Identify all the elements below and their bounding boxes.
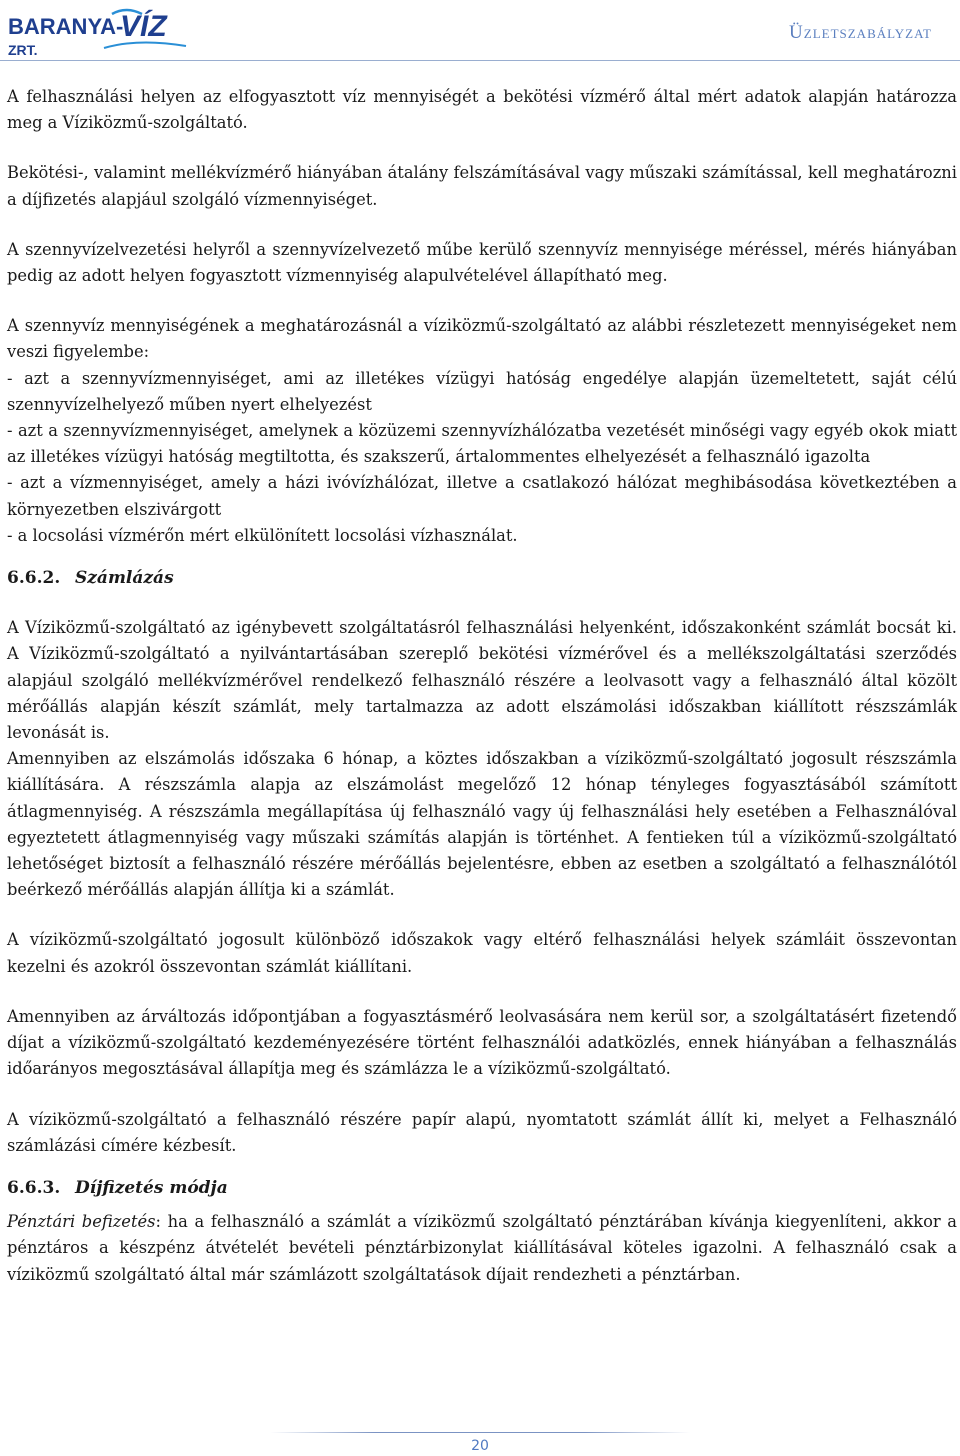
document-body bbox=[7, 84, 957, 1288]
svg-text:BARANYA-: BARANYA- bbox=[8, 14, 124, 39]
paragraph: A Víziközmű-szolgáltató az igénybevett szolgáltatásról felhasználási helyenként, időszakonként számlát bocsát ki. A Víziközmű-szolgáltató a nyilvántartásában szereplő bekötési vízmérővel és a mellékszolgáltatási szerződés alapjául szolgáló mellékvízmérővel rendelkező felhasználó részére a leolvasott vagy a felhasználó által közölt mérőállás alapján készít számlát, mely tartalmazza az adott elszámolási időszakban kiállított részszámlák levonását is. bbox=[7, 618, 957, 743]
paragraph: A szennyvízelvezetési helyről a szennyvízelvezető műbe kerülő szennyvíz mennyisége méréssel, mérés hiányában pedig az adott helyen fogyasztott vízmennyiség alapulvételével állapítható meg. bbox=[7, 239, 957, 286]
document-title: Üzletszabályzat bbox=[789, 22, 932, 43]
company-logo bbox=[8, 8, 188, 60]
page-header bbox=[0, 0, 960, 68]
section-title: Díjfizetés módja bbox=[75, 1177, 228, 1198]
svg-text:ZRT.: ZRT. bbox=[8, 42, 38, 58]
paragraph: Amennyiben az elszámolás időszaka 6 hónap, a köztes időszakban a víziközmű-szolgáltató jogosult részszámla kiállítására. A részszámla alapja az elszámolást megelőző 12 hónap tényleges fogyasztásából számított átlagmennyiség. A részszámla megállapítása új felhasználó vagy új felhasználási hely esetében a Felhasználóval egyeztetett átlagmennyiség vagy műszaki számítás alapján is történhet. A fentieken túl a víziközmű-szolgáltató lehetőséget biztosít a felhasználó részére mérőállás bejelentésre, ebben az esetben a szolgáltató a felhasználótól beérkező mérőállás alapján állítja ki a számlát. bbox=[7, 749, 957, 900]
section-number: 6.6.2. bbox=[7, 568, 61, 589]
header-divider bbox=[0, 60, 960, 61]
paragraph: A víziközmű-szolgáltató jogosult különböző időszakok vagy eltérő felhasználási helyek számláit összevontan kezelni és azokról összevontan számlát kiállítani. bbox=[7, 930, 957, 976]
paragraph-text: : ha a felhasználó a számlát a víziközmű szolgáltató pénztárában kívánja kiegyenlíteni, akkor a pénztáros a készpénz átvételét bevételi pénztárbizonylat kiállításával köteles igazolni. A felhasználó csak a víziközmű szolgáltató által már számlázott szolgáltatások díjait rendezheti a pénztárban. bbox=[7, 1212, 958, 1284]
section-title: Számlázás bbox=[75, 568, 174, 589]
paragraph: Amennyiben az árváltozás időpontjában a fogyasztásmérő leolvasására nem kerül sor, a szolgáltatásért fizetendő díjat a víziközmű-szolgáltató kezdeményezésére történt felhasználói adatközlés, ennek hiányában a felhasználás időarányos megosztásával állapítja meg és számlázza le a víziközmű-szolgáltató. bbox=[7, 1006, 957, 1079]
page-number: 20 bbox=[471, 1438, 489, 1454]
baranya-viz-logo-icon bbox=[8, 8, 188, 60]
paragraph: A víziközmű-szolgáltató a felhasználó részére papír alapú, nyomtatott számlát állít ki, melyet a Felhasználó számlázási címére kézbesít. bbox=[7, 1109, 957, 1155]
paragraph bbox=[7, 1209, 957, 1288]
paragraph-lead: Pénztári befizetés bbox=[7, 1212, 156, 1232]
section-heading bbox=[7, 1175, 957, 1201]
footer-divider bbox=[270, 1432, 690, 1433]
list-item: - azt a szennyvízmennyiséget, amelynek a közüzemi szennyvízhálózatba vezetését minőségi vagy egyéb okok miatt az illetékes vízügyi hatóság megtiltotta, és szakszerű, ártalommentes elhelyezését a felhasználó igazolta bbox=[7, 421, 957, 467]
paragraph: Bekötési-, valamint mellékvízmérő hiányában átalány felszámításával vagy műszaki számítással, kell meghatározni a díjfizetés alapjául szolgáló vízmennyiséget. bbox=[7, 163, 957, 209]
list-item: - a locsolási vízmérőn mért elkülönített locsolási vízhasználat. bbox=[7, 525, 518, 545]
list-item: - azt a szennyvízmennyiséget, ami az illetékes vízügyi hatóság engedélye alapján üzemeltetett, saját célú szennyvízelhelyező műben nyert elhelyezést bbox=[7, 368, 957, 414]
paragraph: A felhasználási helyen az elfogyasztott víz mennyiségét a bekötési vízmérő által mért adatok alapján határozza meg a Víziközmű-szolgáltató. bbox=[7, 87, 957, 133]
page-footer bbox=[0, 1430, 960, 1456]
section-number: 6.6.3. bbox=[7, 1177, 61, 1198]
list-item: - azt a vízmennyiséget, amely a házi ivóvízhálózat, illetve a csatlakozó hálózat meghibásodása következtében a környezetben elszivárgott bbox=[7, 473, 957, 519]
svg-text:VÍZ: VÍZ bbox=[120, 10, 167, 43]
section-heading bbox=[7, 565, 957, 591]
paragraph: A szennyvíz mennyiségének a meghatározásnál a víziközmű-szolgáltató az alábbi részletezett mennyiségeket nem veszi figyelembe: bbox=[7, 316, 957, 362]
